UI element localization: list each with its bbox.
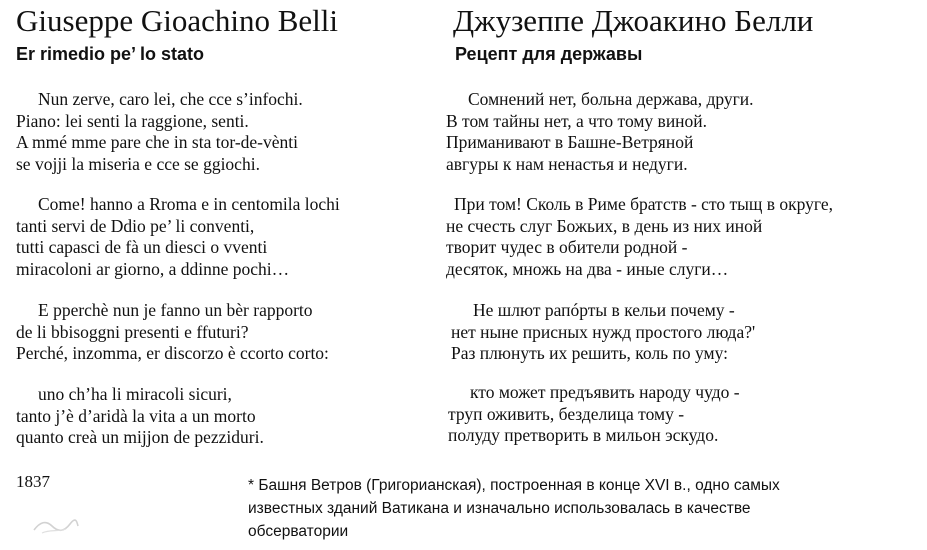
russian-stanza-4: [448, 382, 740, 447]
russian-stanza-3: [451, 300, 755, 365]
poem-line: Сомнений нет, больна держава, други.: [468, 89, 754, 109]
poem-line: авгуры к нам ненастья и недуги.: [446, 153, 688, 174]
poem-line: Nun zerve, caro lei, che cce s’infochi.: [38, 89, 303, 109]
poem-line: tanti servi de Ddio pe’ li conventi,: [16, 215, 255, 236]
signature-scribble-icon: [32, 514, 80, 536]
russian-title: Джузеппе Джоакино Белли: [453, 3, 814, 38]
russian-subtitle: Рецепт для державы: [455, 44, 643, 64]
italian-stanza-4: [16, 384, 264, 449]
poem-line: tanto j’è d’aridà la vita a un morto: [16, 405, 256, 426]
poem-line: de li bbisoggni presenti e ffuturi?: [16, 321, 249, 342]
poem-line: Perché, inzomma, er discorzo è ccorto corto:: [16, 343, 329, 363]
russian-stanza-1: [446, 89, 754, 175]
poem-line: творит чудес в обители родной -: [446, 237, 688, 257]
italian-subtitle: Er rimedio pe’ lo stato: [16, 44, 205, 64]
poem-line: труп оживить, безделица тому -: [448, 403, 685, 424]
poem-line: Не шлют рапóрты в кельи почему -: [473, 300, 735, 320]
poem-line: miracoloni ar giorno, a ddinne pochi…: [16, 258, 290, 279]
poem-line: нет ныне присных нужд простого люда?': [451, 321, 756, 342]
italian-title: Giuseppe Gioachino Belli: [16, 3, 338, 38]
poem-year: 1837: [16, 472, 50, 491]
poem-line: не счесть слуг Божьих, в день из них иной: [446, 215, 763, 236]
poem-line: E pperchè nun je fanno un bèr rapporto: [38, 300, 313, 320]
italian-stanza-2: [16, 194, 340, 280]
poem-line: При том! Сколь в Риме братств - сто тыщ в округе,: [454, 194, 833, 214]
poem-line: Раз плюнуть их решить, коль по уму:: [451, 343, 728, 363]
poem-line: Приманивают в Башне-Ветряной: [446, 132, 694, 152]
poem-line: se vojji la miseria e cce se ggiochi.: [16, 153, 260, 174]
poem-line: quanto creà un mijjon de pezziduri.: [16, 427, 264, 447]
poem-line: кто может предъявить народу чудо -: [470, 382, 740, 402]
russian-stanza-2: [446, 194, 833, 280]
poem-line: tutti capasci de fà un diesci o vventi: [16, 237, 268, 257]
italian-stanza-1: [16, 89, 303, 175]
poem-line: десяток, множь на два - иные слуги…: [446, 258, 729, 279]
poem-line: A mmé mme pare che in sta tor-de-vènti: [16, 132, 298, 152]
footnote-line: обсерватории: [248, 523, 349, 540]
poem-line: Piano: lei senti la raggione, senti.: [16, 110, 249, 131]
footnote-line: известных зданий Ватикана и изначально использовалась в качестве: [248, 500, 751, 517]
poem-line: В том тайны нет, а что тому виной.: [446, 110, 708, 131]
footnote: [248, 474, 848, 543]
poem-line: Come! hanno a Rroma e in centomila lochi: [38, 194, 340, 214]
footnote-line: * Башня Ветров (Григорианская), построенная в конце XVI в., одно самых: [248, 477, 780, 494]
poem-line: uno ch’ha li miracoli sicuri,: [38, 384, 232, 404]
italian-stanza-3: [16, 300, 329, 365]
poem-line: полуду претворить в мильон эскудо.: [448, 425, 719, 445]
